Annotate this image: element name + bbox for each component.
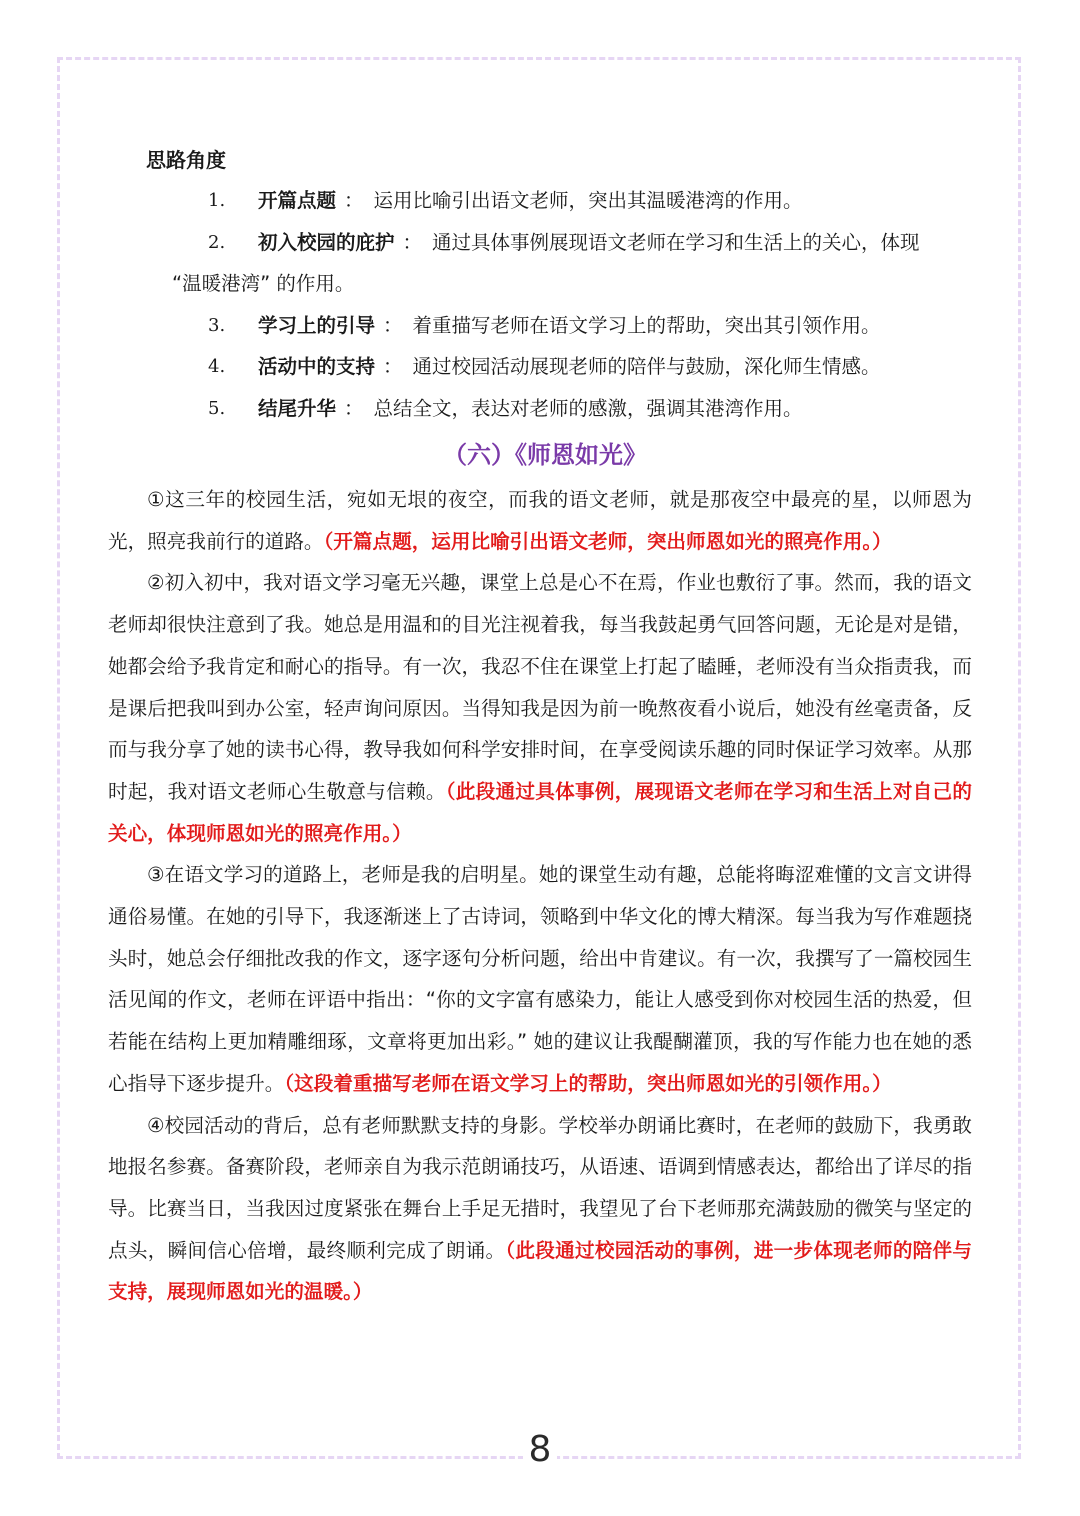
paragraph-text: ③在语文学习的道路上，老师是我的启明星。她的课堂生动有趣，总能将晦涩难懂的文言文讲得通俗易懂。在她的引导下，我逐渐迷上了古诗词，领略到中华文化的博大精深。每当我为写作难题挠头时，她总会仔细批改我的作文，逐字逐句分析问题，给出中肯建议。有一次，我撰写了一篇校园生活见闻的作文，老师在评语中指出：“你的文字富有感染力，能让人感受到你对校园生活的热爱，但若能在结构上更加精雕细琢，文章将更加出彩。” 她的建议让我醍醐灌顶，我的写作能力也在她的悉心指导下逐步提升。: [108, 863, 972, 1095]
essay-paragraph: [108, 854, 972, 1104]
essay-title: （六）《师恩如光》: [443, 441, 647, 469]
outline-item-number: 5.: [208, 397, 226, 419]
outline-item-separator: ：: [402, 230, 423, 254]
annotation-note: （此段通过具体事例，展现语文老师在学习和生活上对自己的关心，体现师恩如光的照亮作用。）: [108, 779, 973, 845]
paragraph-text: ②初入初中，我对语文学习毫无兴趣，课堂上总是心不在焉，作业也敷衍了事。然而，我的语文老师却很快注意到了我。她总是用温和的目光注视着我，每当我鼓起勇气回答问题，无论是对是错，她都会给予我肯定和耐心的指导。有一次，我忍不住在课堂上打起了瞌睡，老师没有当众指责我，而是课后把我叫到办公室，轻声询问原因。当得知我是因为前一晚熬夜看小说后，她没有丝毫责备，反而与我分享了她的读书心得，教导我如何科学安排时间，在享受阅读乐趣的同时保证学习效率。从那时起，我对语文老师心生敬意与信赖。: [108, 571, 972, 803]
annotation-note: （此段通过校园活动的事例，进一步体现老师的陪伴与支持，展现师恩如光的温暖。）: [108, 1238, 973, 1304]
outline-item-separator: ：: [383, 313, 403, 337]
page-content: [108, 140, 972, 1313]
outline-item: [108, 180, 972, 222]
essay-paragraph: [108, 479, 972, 562]
outline-item-label: 初入校园的庇护: [258, 230, 395, 254]
outline-item-number: 4.: [208, 356, 226, 377]
paragraph-text: ④校园活动的背后，总有老师默默支持的身影。学校举办朗诵比赛时，在老师的鼓励下，我勇敢地报名参赛。备赛阶段，老师亲自为我示范朗诵技巧，从语速、语调到情感表达，都给出了详尽的指导。比赛当日，当我因过度紧张在舞台上手足无措时，我望见了台下老师那充满鼓励的微笑与坚定的点头，瞬间信心倍增，最终顺利完成了朗诵。: [108, 1113, 972, 1262]
outline-item-separator: ：: [344, 396, 364, 420]
outline-item-text: 运用比喻引出语文老师，突出其温暖港湾的作用。: [373, 189, 803, 212]
outline-item-separator: ：: [344, 189, 364, 212]
outline-item-number: 2.: [208, 231, 226, 253]
outline-item-number: 3.: [208, 314, 226, 336]
page-number-text: 8: [523, 1429, 558, 1470]
outline-item-text: 通过具体事例展现语文老师在学习和生活上的关心，体现: [432, 230, 920, 254]
outline-item: [108, 388, 972, 430]
page-number: [0, 1428, 1080, 1472]
outline-item-separator: ：: [383, 355, 403, 378]
outline-item-continuation: “温暖港湾” 的作用。: [172, 272, 355, 295]
outline-item-number: 1.: [208, 190, 226, 211]
outline-item-label: 结尾升华: [258, 396, 337, 420]
essay-paragraph: [108, 1105, 972, 1314]
essay-body: [108, 479, 972, 1313]
outline-item: [108, 222, 972, 264]
outline-item-label: 活动中的支持: [258, 355, 376, 378]
section-heading: 思路角度: [146, 148, 226, 172]
outline-item-text: 通过校园活动展现老师的陪伴与鼓励，深化师生情感。: [412, 355, 881, 378]
annotation-note: （开篇点题，运用比喻引出语文老师，突出师恩如光的照亮作用。）: [323, 529, 892, 553]
outline-item-text: 着重描写老师在语文学习上的帮助，突出其引领作用。: [412, 313, 881, 337]
outline-item: [108, 305, 972, 347]
outline-item-label: 学习上的引导: [258, 313, 376, 337]
outline-list: [108, 180, 972, 429]
outline-item-text: 总结全文，表达对老师的感激，强调其港湾作用。: [373, 396, 803, 420]
paragraph-text: ①这三年的校园生活，宛如无垠的夜空，而我的语文老师，就是那夜空中最亮的星，以师恩为光，照亮我前行的道路。: [108, 488, 972, 553]
annotation-note: （这段着重描写老师在语文学习上的帮助，突出师恩如光的引领作用。）: [284, 1071, 892, 1095]
outline-item: [108, 346, 972, 388]
outline-item-label: 开篇点题: [258, 189, 337, 212]
essay-paragraph: [108, 562, 972, 854]
